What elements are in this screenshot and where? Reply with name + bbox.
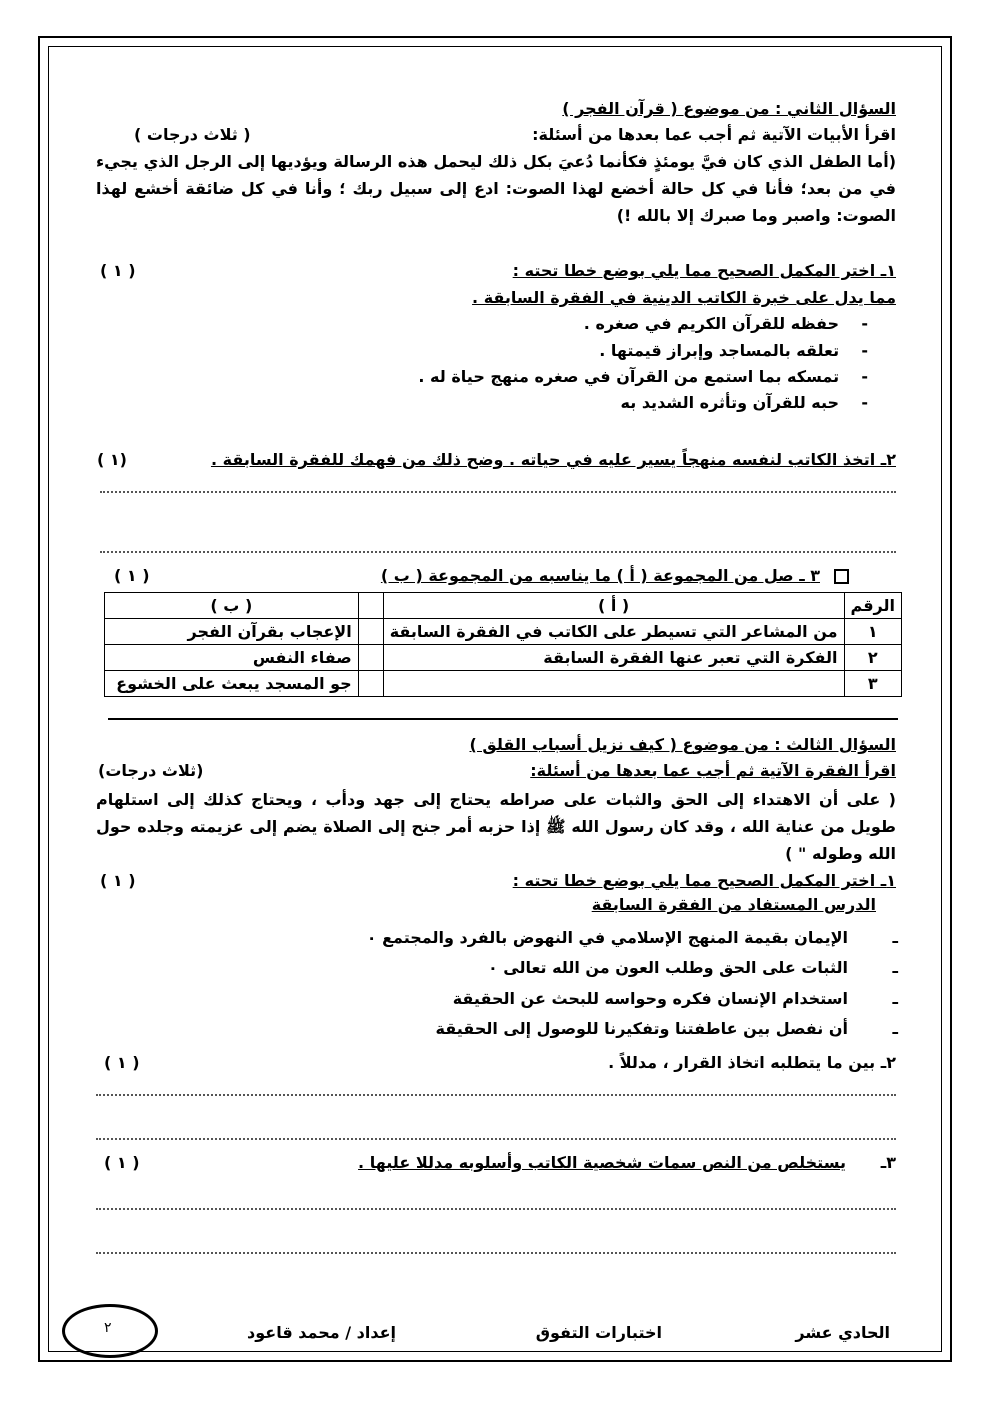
q2-item3-prompt: ٣ ـ صل من المجموعة ( أ ) ما يناسبه من المجموعة ( ب ) xyxy=(380,566,820,585)
blank-cell[interactable] xyxy=(358,671,383,697)
option-text: تمسكه بما استمع من القرآن في صغره منهج حياة له . xyxy=(418,367,840,386)
blank-cell[interactable] xyxy=(358,593,383,619)
q3-item1-option-2[interactable]: ـ الثبات على الحق وطلب العون من الله تعالى ٠ xyxy=(487,958,898,977)
q3-item1-option-3[interactable]: ـ استخدام الإنسان فكره وحواسه للبحث عن الحقيقة xyxy=(452,989,898,1008)
table-row xyxy=(105,671,902,697)
q2-instruction: اقرأ الأبيات الآتية ثم أجب عما بعدها من أسئلة: xyxy=(532,125,896,144)
q3-item1-option-1[interactable]: ـ الإيمان بقيمة المنهج الإسلامي في النهوض بالفرد والمجتمع ٠ xyxy=(366,928,898,947)
q3-item1-option-4[interactable]: ـ أن نفصل بين عاطفتنا وتفكيرنا للوصول إلى الحقيقة xyxy=(435,1019,898,1038)
q3-item3-prompt: يستخلص من النص سمات شخصية الكاتب وأسلوبه مدللا عليها . xyxy=(358,1153,846,1172)
answer-line[interactable] xyxy=(96,1094,896,1096)
matching-table xyxy=(104,592,902,697)
q2-item1-option-1[interactable]: - حفظه للقرآن الكريم في صغره . xyxy=(583,314,868,333)
q2-item2-prompt: ٢ـ اتخذ الكاتب لنفسه منهجاً يسير عليه في حياته . وضح ذلك من فهمك للفقرة السابقة . xyxy=(210,450,896,469)
q2-passage: (أما الطفل الذي كان فيَّ يومئذٍ فكأنما دُعيَ بكل ذلك ليحمل هذه الرسالة ويؤديها إلى الرجل الذي يجيء في من بعد؛ فأنا في كل حالة أخضع لهذا الصوت: ادع إلى سبيل ربك ؛ وأنا في كل ضائقة أخشع لهذا الصوت: واصبر وما صبرك إلا بالله !) xyxy=(96,152,896,225)
option-text: الإيمان بقيمة المنهج الإسلامي في النهوض بالفرد والمجتمع ٠ xyxy=(366,928,848,947)
q2-item1-option-4[interactable]: - حبه للقرآن وتأثره الشديد به xyxy=(620,393,868,412)
q3-item2-prompt: ٢ـ بين ما يتطلبه اتخاذ القرار ، مدللاً . xyxy=(608,1053,896,1072)
option-text: حبه للقرآن وتأثره الشديد به xyxy=(620,393,840,412)
page-number: ٢ xyxy=(104,1320,112,1336)
footer-exam: اختبارات التفوق xyxy=(535,1323,662,1342)
q2-item1-marks: ( ١ ) xyxy=(100,261,136,280)
answer-line[interactable] xyxy=(96,1138,896,1140)
header-num: الرقم xyxy=(844,593,901,619)
answer-line[interactable] xyxy=(100,551,896,553)
footer-author: إعداد / محمد قاعود xyxy=(247,1323,396,1342)
blank-cell[interactable] xyxy=(358,619,383,645)
q2-item2-marks: ( ١) xyxy=(97,450,127,469)
q3-item1-marks: ( ١ ) xyxy=(100,871,136,890)
blank-cell[interactable] xyxy=(358,645,383,671)
q3-instruction: اقرأ الفقرة الآتية ثم أجب عما بعدها من أسئلة: xyxy=(530,761,896,780)
row-b: الإعجاب بقرآن الفجر xyxy=(105,619,359,645)
option-text: تعلقه بالمساجد وإبراز قيمتها . xyxy=(599,341,840,360)
q2-item1-option-3[interactable]: - تمسكه بما استمع من القرآن في صغره منهج حياة له . xyxy=(418,367,868,386)
row-a[interactable] xyxy=(383,671,844,697)
row-a: من المشاعر التي تسيطر على الكاتب في الفقرة السابقة xyxy=(383,619,844,645)
q2-item3-marks: ( ١ ) xyxy=(114,566,150,585)
section-divider xyxy=(108,718,898,720)
q3-title: السؤال الثالث : من موضوع ( كيف نزيل أسباب القلق ) xyxy=(469,735,896,754)
answer-line[interactable] xyxy=(100,491,896,493)
q3-item2-marks: ( ١ ) xyxy=(104,1053,140,1072)
q3-marks: (ثلاث درجات) xyxy=(98,761,204,780)
answer-line[interactable] xyxy=(96,1252,896,1254)
table-row xyxy=(105,645,902,671)
option-text: حفظه للقرآن الكريم في صغره . xyxy=(583,314,840,333)
header-b: ( ب ) xyxy=(105,593,359,619)
q2-item1-prompt: ١ـ اختر المكمل الصحيح مما يلي بوضع خطا تحته : xyxy=(512,261,896,280)
q2-title: السؤال الثاني : من موضوع ( قرآن الفجر ) xyxy=(562,99,896,118)
option-text: الثبات على الحق وطلب العون من الله تعالى ٠ xyxy=(487,958,848,977)
header-a: ( أ ) xyxy=(383,593,844,619)
footer-grade: الحادي عشر xyxy=(795,1323,890,1342)
row-a: الفكرة التي تعبر عنها الفقرة السابقة xyxy=(383,645,844,671)
q3-item1-stem: الدرس المستفاد من الفقرة السابقة xyxy=(591,895,876,914)
row-num: ١ xyxy=(844,619,901,645)
checkbox-icon xyxy=(834,569,849,584)
row-b: صفاء النفس xyxy=(105,645,359,671)
option-text: استخدام الإنسان فكره وحواسه للبحث عن الحقيقة xyxy=(452,989,848,1008)
q3-item3-number: ٣ـ xyxy=(880,1153,896,1172)
table-row xyxy=(105,619,902,645)
q3-item1-prompt: ١ـ اختر المكمل الصحيح مما يلي بوضع خطا تحته : xyxy=(512,871,896,890)
row-b: جو المسجد يبعث على الخشوع xyxy=(105,671,359,697)
q2-marks: ( ثلاث درجات ) xyxy=(134,125,251,144)
q3-passage: ( على أن الاهتداء إلى الحق والثبات على صراطه يحتاج إلى جهد ودأب ، ويحتاج كذلك إلى استلهام طويل من عناية الله ، وقد كان رسول الله ﷺ إذا حزبه أمر جنح إلى الصلاة يضم إلى عزيمته وجلده حول الله وطوله " ) xyxy=(96,790,896,863)
answer-line[interactable] xyxy=(96,1208,896,1210)
q2-item1-stem: مما يدل على خبرة الكاتب الدينية في الفقرة السابقة . xyxy=(472,288,896,307)
q2-item1-option-2[interactable]: - تعلقه بالمساجد وإبراز قيمتها . xyxy=(599,341,868,360)
table-header-row xyxy=(105,593,902,619)
row-num: ٣ xyxy=(844,671,901,697)
option-text: أن نفصل بين عاطفتنا وتفكيرنا للوصول إلى الحقيقة xyxy=(435,1019,848,1038)
q3-item3-marks: ( ١ ) xyxy=(104,1153,140,1172)
row-num: ٢ xyxy=(844,645,901,671)
